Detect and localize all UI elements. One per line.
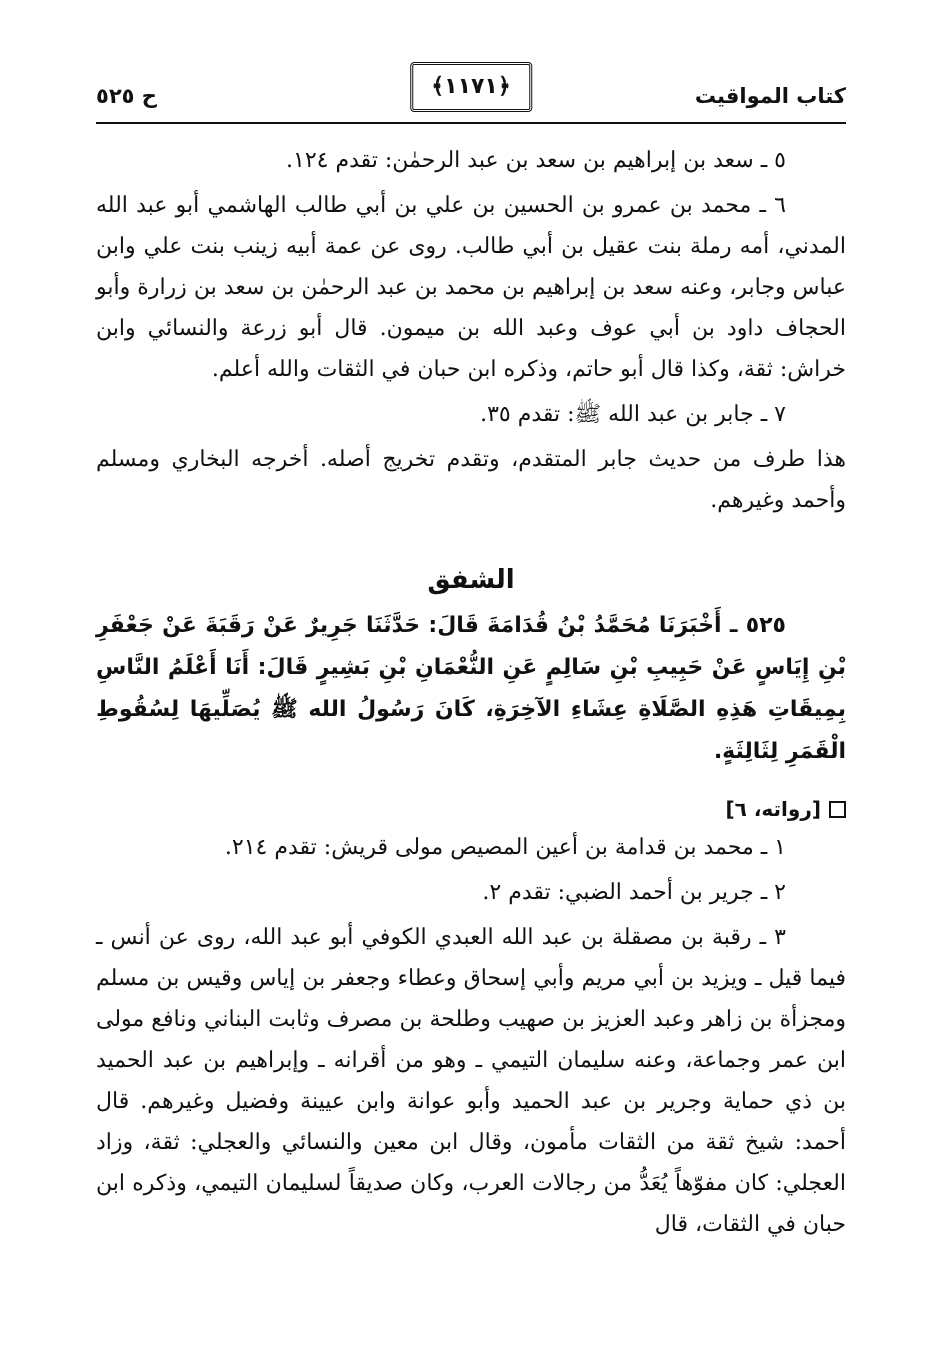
checkbox-square-icon (829, 801, 846, 818)
narrators-title (96, 797, 846, 821)
hadith-reference: ح ٥٢٥ (96, 84, 157, 108)
narrator-3: ٣ ـ رقبة بن مصقلة بن عبد الله العبدي الكوفي أبو عبد الله، روى عن أنس ـ فيما قيل ـ ويزيد بن أبي مريم وأبي إسحاق وعطاء وجعفر بن إياس وقيس بن مسلم ومجزأة بن زاهر وعبد العزيز بن صهيب وطلحة بن مصرف وثابت البناني ونافع مولى ابن عمر وجماعة، وعنه سليمان التيمي ـ وهو من أقرانه ـ وإبراهيم بن عبد الحميد بن ذي حماية وجرير بن عبد الحميد وأبو عوانة وابن عيينة وفضيل وغيرهم. قال أحمد: شيخ ثقة من الثقات مأمون، وقال ابن معين والنسائي والعجلي: ثقة، وزاد العجلي: كان مفوّهاً يُعَدُّ من رجالات العرب، وكان صديقاً لسليمان التيمي، وذكره ابن حبان في الثقات، قال (96, 925, 846, 1237)
header-rule (96, 122, 846, 124)
book-title: كتاب المواقيت (694, 84, 846, 108)
section-heading: الشفق (427, 565, 515, 595)
narrator-5: ٥ ـ سعد بن إبراهيم بن سعد بن عبد الرحمٰن: تقدم ١٢٤. (286, 148, 786, 173)
narrator-7: ٧ ـ جابر بن عبد الله ﷺ: تقدم ٣٥. (480, 402, 786, 427)
page-header (96, 62, 846, 122)
narrators-title-text: [رواته، ٦] (725, 797, 821, 821)
page-number: ﴿١١٧١﴾ (410, 62, 532, 112)
takhrij-note: هذا طرف من حديث جابر المتقدم، وتقدم تخريج أصله. أخرجه البخاري ومسلم وأحمد وغيرهم. (96, 447, 846, 513)
narrator-1: ١ ـ محمد بن قدامة بن أعين المصيص مولى قريش: تقدم ٢١٤. (224, 835, 786, 860)
page (96, 62, 846, 1249)
hadith-text: ٥٢٥ ـ أَخْبَرَنَا مُحَمَّدُ بْنُ قُدَامَةَ قَالَ: حَدَّثَنَا جَرِيرٌ عَنْ رَقَبَةَ عَنْ جَعْفَرِ بْنِ إِيَاسٍ عَنْ حَبِيبِ بْنِ سَالِمٍ عَنِ النُّعْمَانِ بْنِ بَشِيرٍ قَالَ: أَنَا أَعْلَمُ النَّاسِ بِمِيقَاتِ هَذِهِ الصَّلَاةِ عِشَاءِ الآخِرَةِ، كَانَ رَسُولُ الله ﷺ يُصَلِّيهَا لِسُقُوطِ الْقَمَرِ لِثَالِثَةٍ. (96, 613, 846, 764)
narrator-2: ٢ ـ جرير بن أحمد الضبي: تقدم ٢. (482, 880, 786, 905)
narrator-6: ٦ ـ محمد بن عمرو بن الحسين بن علي بن أبي طالب الهاشمي أبو عبد الله المدني، أمه رملة بنت عقيل بن أبي طالب. روى عن عمة أبيه زينب بنت علي وابن عباس وجابر، وعنه سعد بن إبراهيم بن محمد بن عبد الرحمٰن بن سعد بن زرارة وأبو الحجاف داود بن أبي عوف وعبد الله بن ميمون. قال أبو زرعة والنسائي وابن خراش: ثقة، وكذا قال أبو حاتم، وذكره ابن حبان في الثقات والله أعلم. (96, 193, 846, 382)
